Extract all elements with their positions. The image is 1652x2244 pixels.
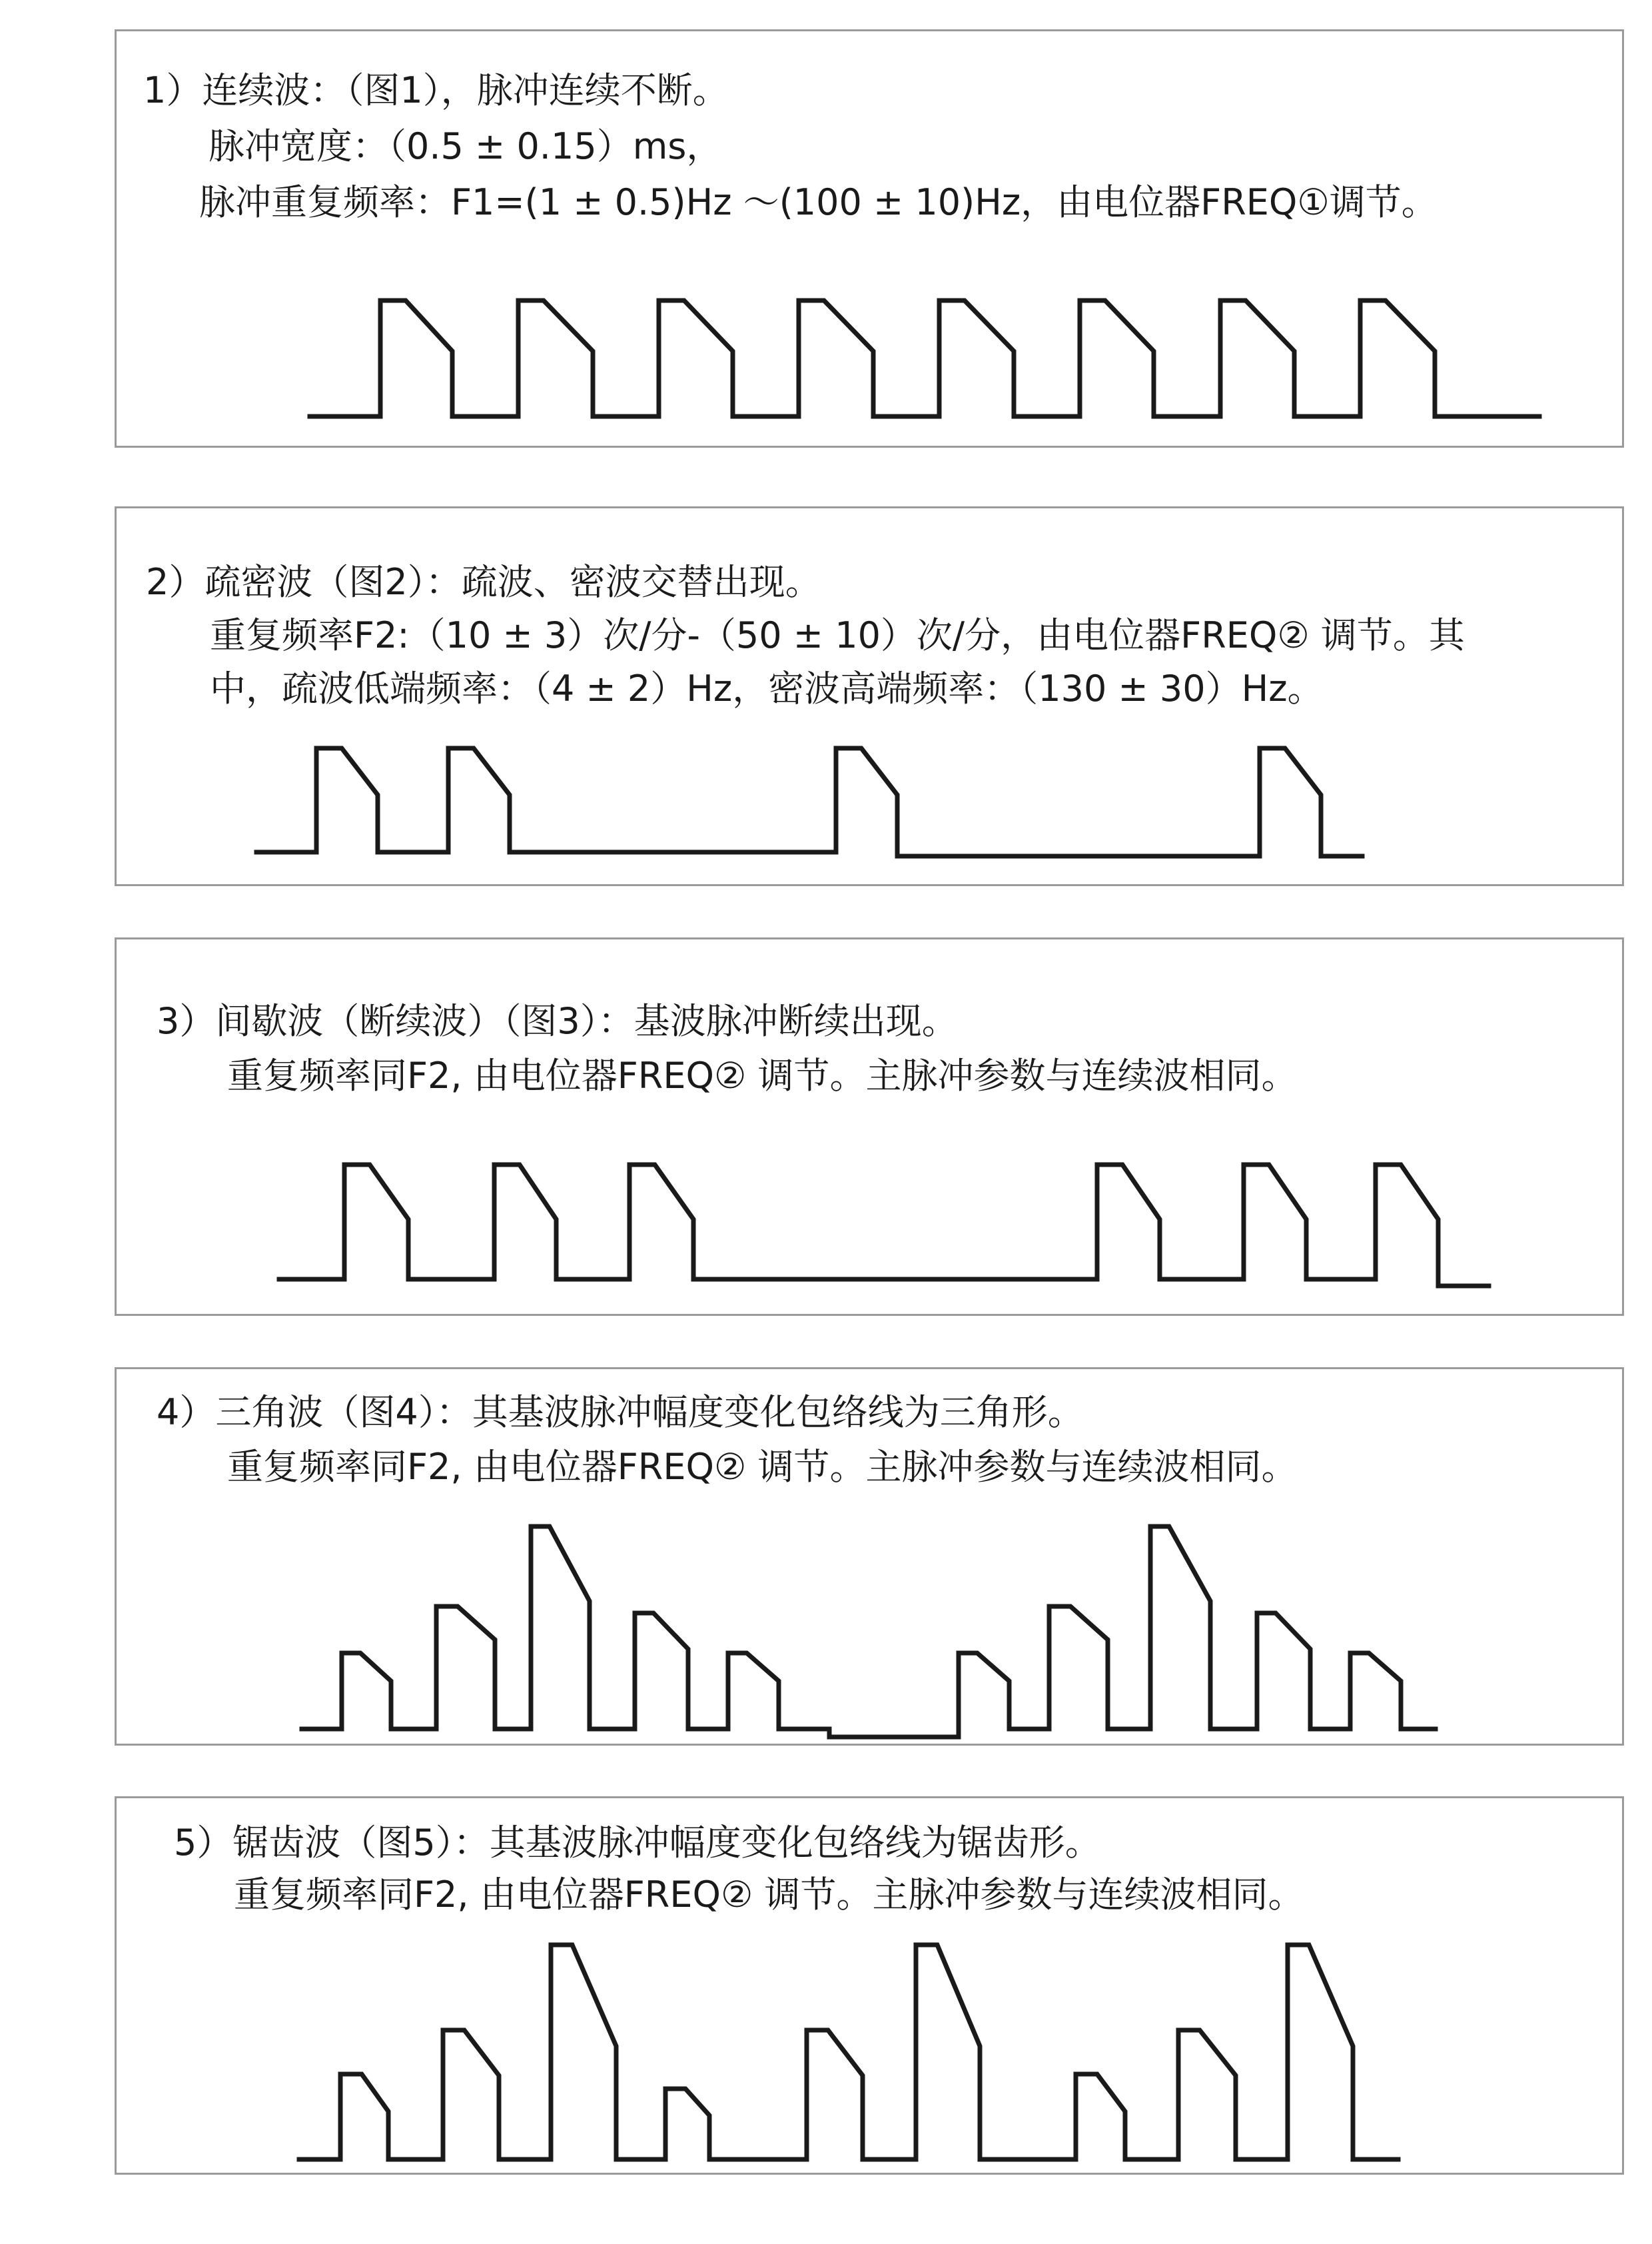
panel-text-line: 重复频率同F2, 由电位器FREQ② 调节。主脉冲参数与连续波相同。 [234,1874,1304,1916]
waveform-sparse-dense [117,508,1626,888]
panel-text-line: 脉冲宽度：（0.5 ± 0.15）ms， [208,125,723,167]
panel-text-line: 中，疏波低端频率：（4 ± 2）Hz，密波高端频率：（130 ± 30）Hz。 [210,668,1324,710]
panel-title: 1）连续波：（图1），脉冲连续不断。 [143,69,729,111]
panel-title: 2）疏密波（图2）：疏波、密波交替出现。 [146,561,821,603]
panel-sawtooth-wave [115,1796,1624,2175]
waveform-intermittent [117,939,1626,1318]
waveform-sawtooth [117,1798,1626,2177]
panel-title: 3）间歇波（断续波）（图3）：基波脉冲断续出现。 [157,1000,958,1042]
panel-triangle-wave [115,1367,1624,1746]
panel-text-line: 重复频率同F2, 由电位器FREQ② 调节。主脉冲参数与连续波相同。 [227,1055,1298,1097]
panel-title: 4）三角波（图4）：其基波脉冲幅度变化包络线为三角形。 [157,1391,1084,1433]
panel-sparse-dense-wave [115,506,1624,886]
panel-text-line: 脉冲重复频率：F1=(1 ± 0.5)Hz ～(100 ± 10)Hz，由电位器FREQ①调节。 [199,181,1438,223]
panel-text-line: 重复频率F2:（10 ± 3）次/分-（50 ± 10）次/分，由电位器FREQ② 调节。其 [210,614,1465,656]
panel-intermittent-wave [115,937,1624,1316]
waveform-line [256,748,1362,856]
waveform-line [310,300,1539,416]
panel-text-line: 重复频率同F2, 由电位器FREQ② 调节。主脉冲参数与连续波相同。 [227,1446,1298,1488]
panel-title: 5）锯齿波（图5）：其基波脉冲幅度变化包络线为锯齿形。 [174,1822,1101,1864]
waveform-line [299,1945,1398,2159]
waveform-continuous [117,31,1626,450]
waveform-triangle [117,1369,1626,1748]
waveform-line [279,1165,1489,1286]
waveform-line [302,1526,1436,1737]
panel-continuous-wave [115,29,1624,448]
